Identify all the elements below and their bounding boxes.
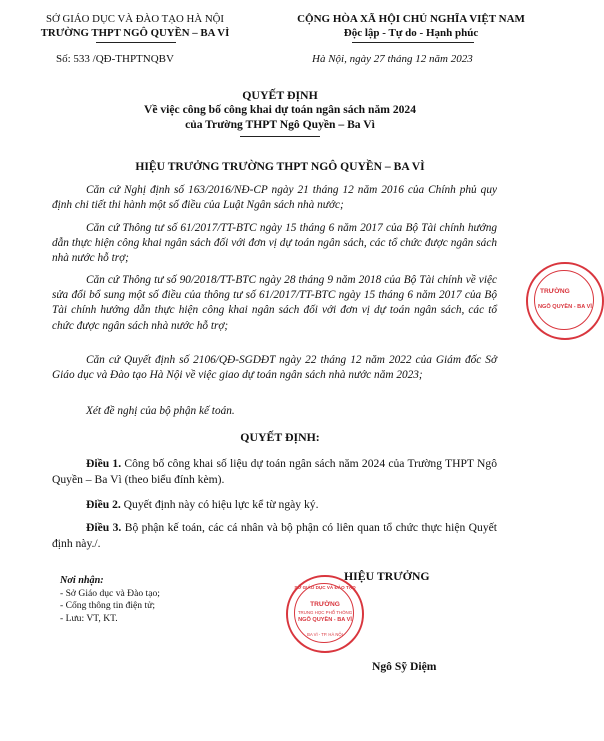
legal-basis-3: Căn cứ Thông tư số 90/2018/TT-BTC ngày 28 tháng 9 năm 2018 của Bộ Tài chính về việc sửa đổi bổ sung một số điều của thông tư số 61/2017/TT-BTC ngày 15 tháng 6 năm 2017 của Bộ Tài chính hướng dẫn thực hiện công khai ngân sách đối với đơn vị dự toán ngân sách, các tổ chức được ngân sách nhà nước hỗ trợ; xyxy=(52,274,497,332)
article-1-label: Điều 1. xyxy=(86,457,122,470)
recipient-item: - Lưu: VT, KT. xyxy=(60,612,118,624)
article-2 xyxy=(52,497,497,513)
seal-line2: TRUNG HỌC PHỔ THÔNG xyxy=(297,610,353,615)
decision-subject-line2: của Trường THPT Ngô Quyền – Ba Vì xyxy=(185,117,375,131)
edge-seal xyxy=(526,262,604,340)
decision-title: QUYẾT ĐỊNH xyxy=(242,88,318,102)
official-seal xyxy=(286,575,364,653)
seal-line1: TRƯỜNG xyxy=(310,601,340,608)
header-right xyxy=(268,12,554,40)
article-3 xyxy=(52,520,497,552)
article-3-text: Bộ phận kế toán, các cá nhân và bộ phận có liên quan tổ chức thực hiện Quyết định này./. xyxy=(52,521,498,550)
national-motto: Độc lập - Tự do - Hạnh phúc xyxy=(343,27,479,39)
legal-basis-1: Căn cứ Nghị định số 163/2016/NĐ-CP ngày 21 tháng 12 năm 2016 của Chính phủ quy định chi tiết thi hành một số điều của Luật Ngân sách nhà nước; xyxy=(52,184,497,212)
signer-role: HIỆU TRƯỞNG xyxy=(344,569,430,583)
seal-ring-text: SỞ GIÁO DỤC VÀ ĐÀO TẠO xyxy=(294,585,356,590)
recipients-heading: Nơi nhận: xyxy=(60,575,104,586)
seal-line3: NGÔ QUYỀN - BA VÌ xyxy=(298,617,352,623)
header-left xyxy=(20,12,250,40)
issuing-authority: HIỆU TRƯỞNG TRƯỜNG THPT NGÔ QUYỀN – BA VÌ xyxy=(135,160,425,173)
title-block xyxy=(60,88,500,132)
article-1-text: Công bố công khai số liệu dự toán ngân sách năm 2024 của Trường THPT Ngô Quyền – Ba Vì (theo biểu đính kèm). xyxy=(52,457,497,486)
recipients xyxy=(60,575,250,625)
school-name: TRƯỜNG THPT NGÔ QUYỀN – BA VÌ xyxy=(40,27,230,39)
seal-line4: BA VÌ - TP. HÀ NỘI xyxy=(307,632,343,637)
recipient-item: - Cổng thông tin điện tử; xyxy=(60,600,156,611)
place-date: Hà Nội, ngày 27 tháng 12 năm 2023 xyxy=(312,53,473,65)
header-left-underline xyxy=(96,42,176,43)
legal-basis-5: Xét đề nghị của bộ phận kế toán. xyxy=(86,405,235,417)
decision-heading: QUYẾT ĐỊNH: xyxy=(240,430,320,444)
ministry-name: SỞ GIÁO DỤC VÀ ĐÀO TẠO HÀ NỘI xyxy=(45,13,225,25)
edge-seal-line1: TRƯỜNG xyxy=(540,288,570,295)
legal-basis-4: Căn cứ Quyết định số 2106/QĐ-SGDĐT ngày 22 tháng 12 năm 2022 của Giám đốc Sở Giáo dục và Đào tạo Hà Nội về việc giao dự toán ngân sách nhà nước năm 2023; xyxy=(52,354,497,382)
article-1 xyxy=(52,456,497,488)
document-number: Số: 533 /QĐ-THPTNQBV xyxy=(56,53,174,65)
article-3-label: Điều 3. xyxy=(86,521,122,534)
signer-name: Ngô Sỹ Diệm xyxy=(372,660,437,673)
title-underline xyxy=(240,136,320,137)
article-2-label: Điều 2. xyxy=(86,498,121,511)
legal-basis-2: Căn cứ Thông tư số 61/2017/TT-BTC ngày 15 tháng 6 năm 2017 của Bộ Tài chính hướng dẫn thực hiện công khai ngân sách đối với đơn vị dự toán ngân sách, các tổ chức được ngân sách nhà nước hỗ trợ; xyxy=(52,222,497,265)
article-2-text: Quyết định này có hiệu lực kể từ ngày ký. xyxy=(120,498,319,511)
recipient-item: - Sở Giáo dục và Đào tạo; xyxy=(60,587,160,599)
nation-name: CỘNG HÒA XÃ HỘI CHỦ NGHĨA VIỆT NAM xyxy=(297,13,525,25)
decision-subject-line1: Về việc công bố công khai dự toán ngân sách năm 2024 xyxy=(143,103,417,116)
edge-seal-line3: NGÔ QUYỀN - BA VÌ xyxy=(538,304,592,310)
header-right-underline xyxy=(352,42,474,43)
